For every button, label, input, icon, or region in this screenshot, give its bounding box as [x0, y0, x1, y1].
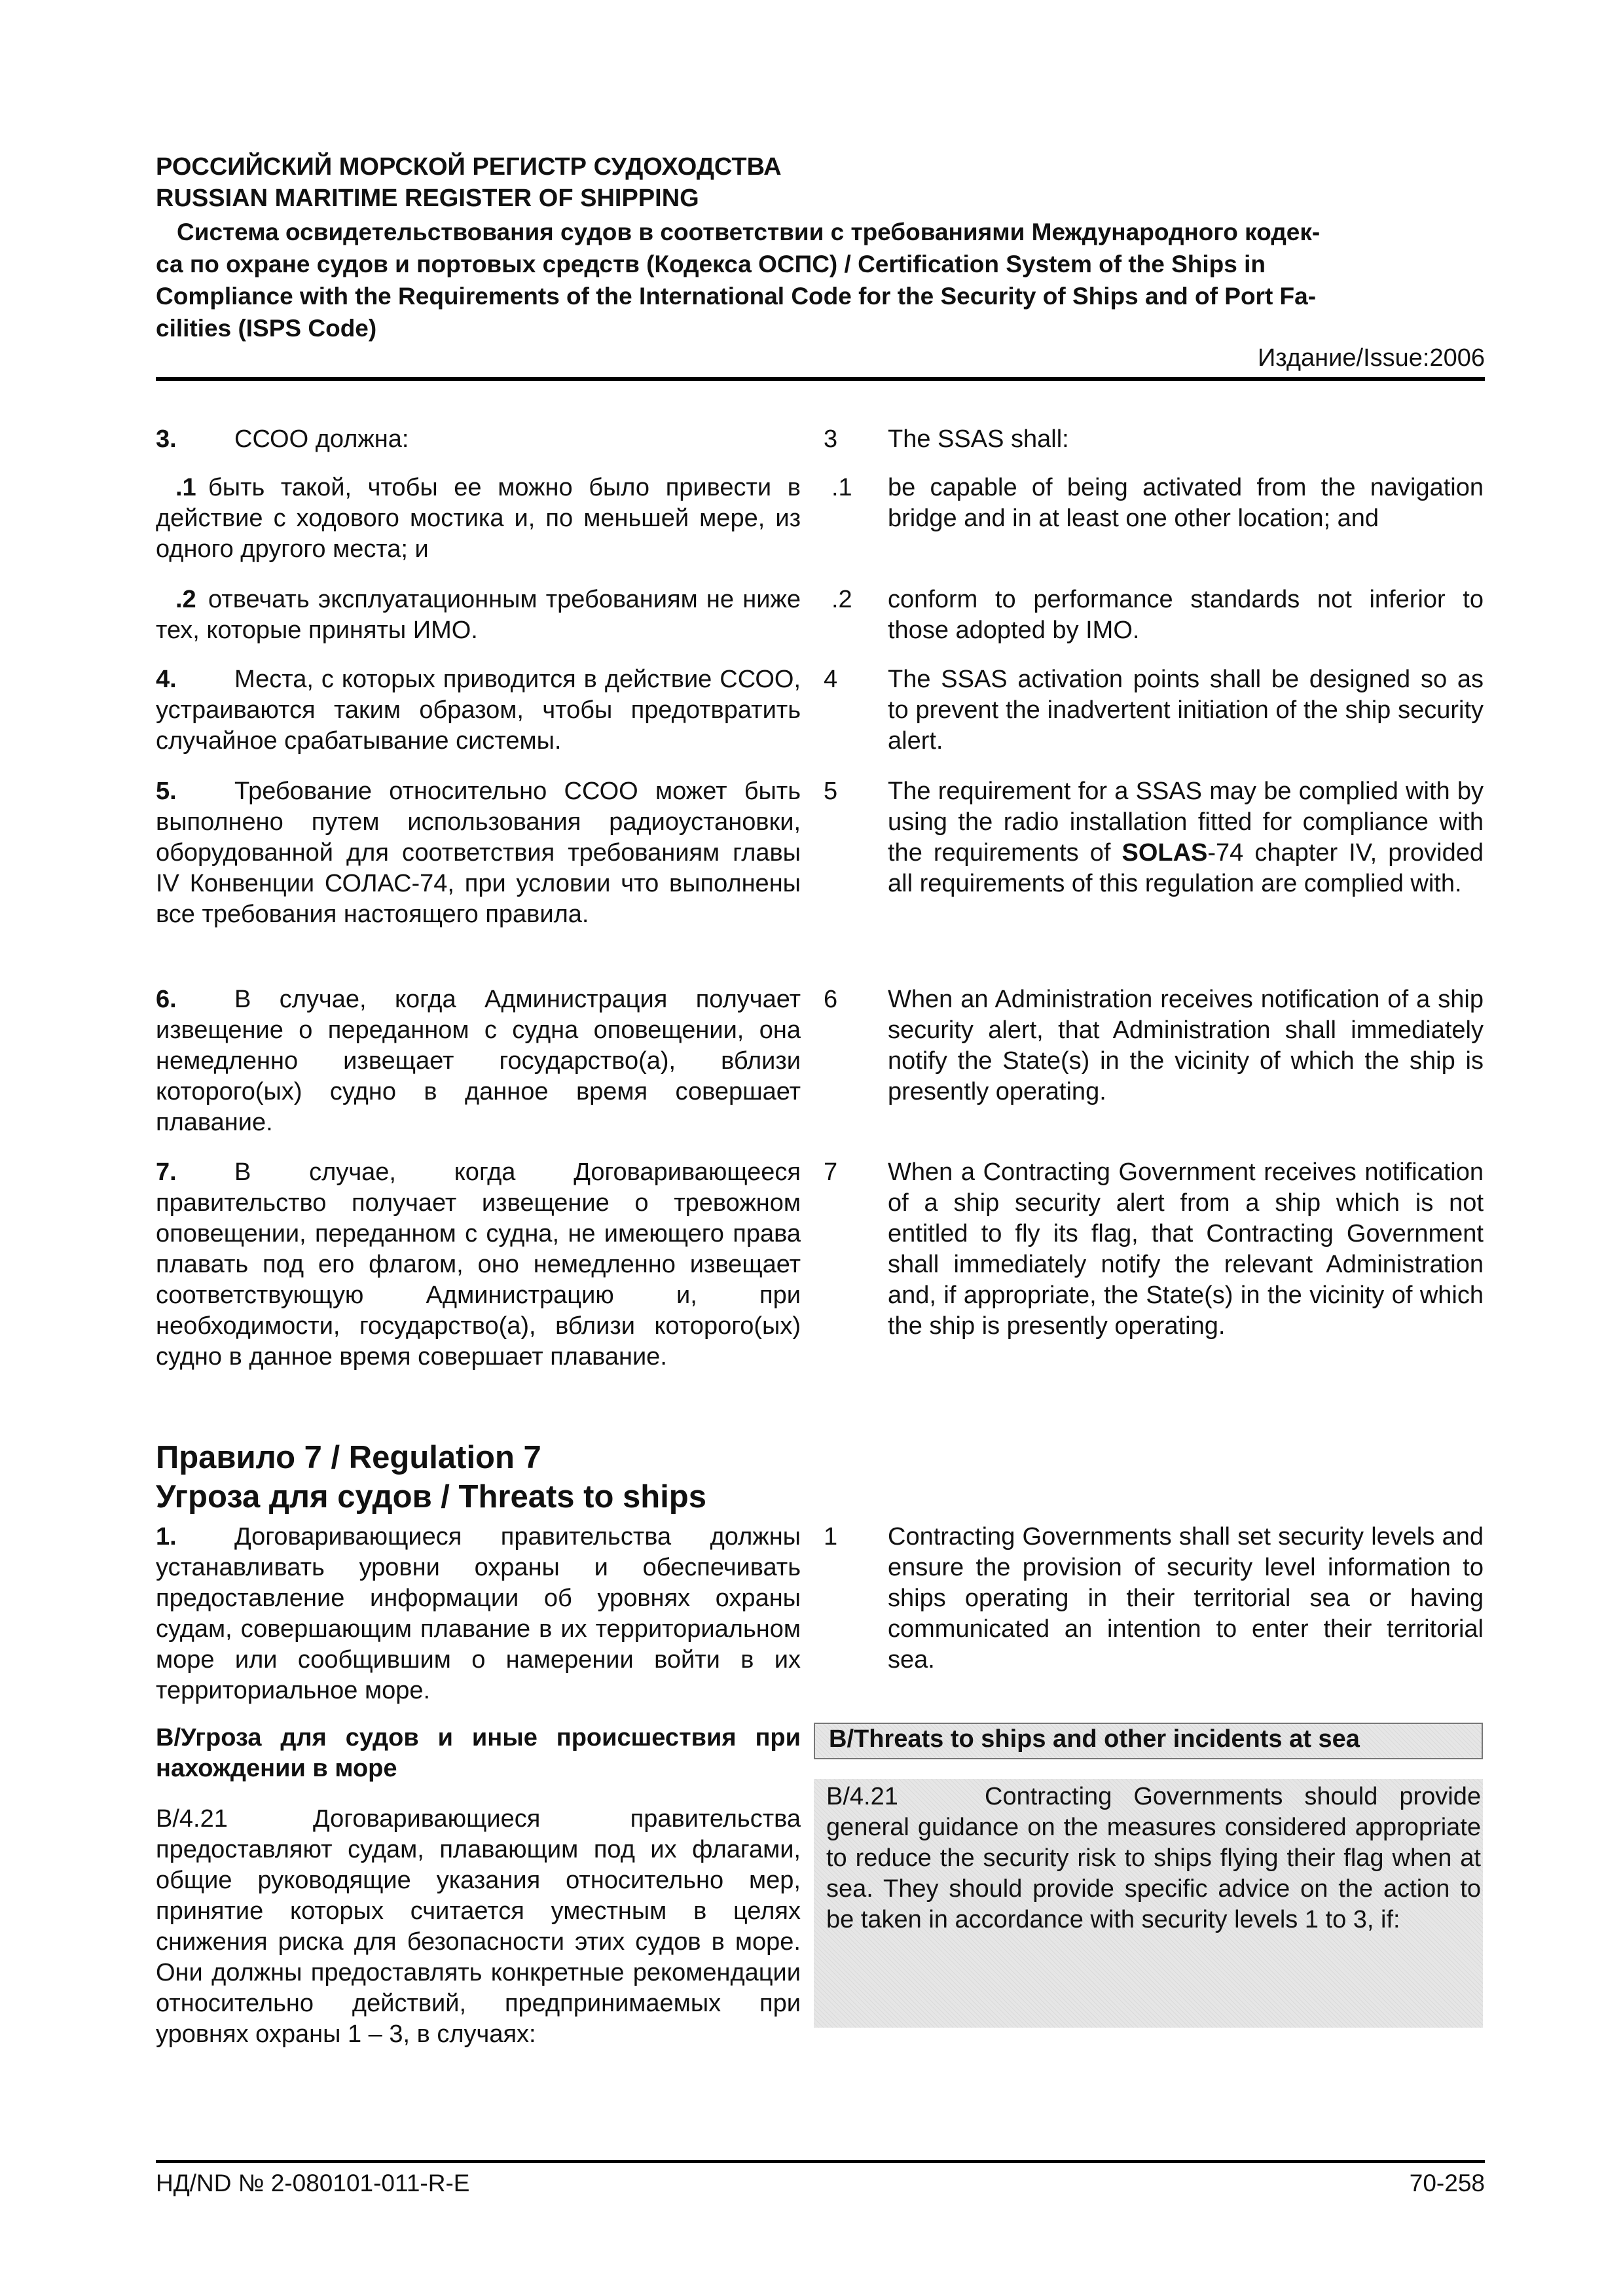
- item-4-en: The SSAS activation points shall be designed so as to prevent the inadvertent initiation of the ship security alert.: [888, 666, 1484, 755]
- header-system-title: [156, 216, 1485, 344]
- item-3-1-en: be capable of being activated from the navigation bridge and in at least one other location; and: [888, 474, 1484, 532]
- item-3-1-num: .1: [831, 474, 852, 501]
- item-3-num: 3: [824, 425, 838, 453]
- footer-rule: [156, 2160, 1485, 2163]
- item-3-1-ru: .1 быть такой, чтобы ее можно было привести в действие с ходового мостика и, по меньшей мере, из одного другого места; и: [156, 474, 801, 563]
- item-6-en: When an Administration receives notification of a ship security alert, that Administration shall immediately notify the State(s) in the vicinity of which the ship is presently operating.: [888, 986, 1484, 1105]
- item-5-num: 5: [824, 778, 838, 805]
- item-4-num: 4: [824, 666, 838, 693]
- item-4-ru: 4. Места, с которых приводится в действие ССОО, устраиваются таким образом, чтобы предотвратить случайное срабатывание системы.: [156, 666, 801, 755]
- item-3-2-num: .2: [831, 586, 852, 613]
- item-3-ru: 3. ССОО должна:: [156, 425, 409, 453]
- item-7-ru: 7. В случае, когда Договаривающееся правительство получает извещение о тревожном оповещении, переданном с судна, не имеющего права плавать под его флагом, оно немедленно извещает соответствующую Администрацию и, при необходимости, государство(а), вблизи которого(ых) судно в данное время совершает плавание.: [156, 1158, 801, 1371]
- reg-item-1-num: 1: [824, 1523, 838, 1551]
- item-6-num: 6: [824, 986, 838, 1013]
- item-7-num: 7: [824, 1158, 838, 1186]
- item-3-2-ru: .2 отвечать эксплуатационным требованиям не ниже тех, которые приняты ИМО.: [156, 586, 801, 644]
- item-7-en: When a Contracting Government receives notification of a ship security alert from a ship which is not entitled to fly its flag, that Contracting Government shall immediately notify the relevant Administration and, if appropriate, the State(s) in the vicinity of which the ship is presently operating.: [888, 1158, 1484, 1340]
- item-3-en: The SSAS shall:: [888, 425, 1069, 453]
- document-number: НД/ND № 2-080101-011-R-E: [156, 2170, 470, 2197]
- regulation-subtitle: Угроза для судов / Threats to ships: [156, 1479, 706, 1515]
- item-5-ru: 5. Требование относительно ССОО может быть выполнено путем использования радиоустановки, оборудованной для соответствия требованиям главы IV Конвенции СОЛАС-74, при условии что выполнены все требования настоящего правила.: [156, 778, 801, 928]
- item-6-ru: 6. В случае, когда Администрация получает извещение о переданном с судна оповещении, она немедленно извещает государство(а), вблизи которого(ых) судно в данное время совершает плавание.: [156, 986, 801, 1136]
- header-system-line3: Compliance with the Requirements of the International Code for the Security of Ships and of Port Fa-: [156, 283, 1317, 310]
- regulation-title: Правило 7 / Regulation 7: [156, 1440, 541, 1475]
- item-3-2-en: conform to performance standards not inferior to those adopted by IMO.: [888, 586, 1484, 644]
- header-system-line4: cilities (ISPS Code): [156, 315, 377, 342]
- header-rule: [156, 377, 1485, 381]
- b421-ru: В/4.21 Договаривающиеся правительства предоставляют судам, плавающим под их флагами, общие руководящие указания относительно мер, принятие которых считается уместным в целях снижения риска для безопасности этих судов в море. Они должны предоставлять конкретные рекомендации относительно действий, предпринимаемых при уровнях охраны 1 – 3, в случаях:: [156, 1805, 801, 2048]
- reg-item-1-ru: 1. Договаривающиеся правительства должны устанавливать уровни охраны и обеспечивать предоставление информации об уровнях охраны судам, совершающим плавание в их территориальном море или сообщившим о намерении войти в их территориальное море.: [156, 1523, 801, 1704]
- header-system-line1: Система освидетельствования судов в соответствии с требованиями Международного кодек-: [177, 219, 1321, 245]
- issue-label: Издание/Issue:2006: [1257, 344, 1485, 372]
- reg-item-1-en: Contracting Governments shall set security levels and ensure the provision of security level information to ships operating in their territorial sea or having communicated an intention to enter their territorial sea.: [888, 1523, 1484, 1674]
- part-b-heading-ru: В/Угроза для судов и иные происшествия при нахождении в море: [156, 1724, 801, 1782]
- b421-en: B/4.21 Contracting Governments should provide general guidance on the measures considered appropriate to reduce the security risk to ships flying their flag when at sea. They should provide specific advice on the action to be taken in accordance with security levels 1 to 3, if:: [826, 1783, 1481, 1933]
- header-org-en: RUSSIAN MARITIME REGISTER OF SHIPPING: [156, 185, 699, 212]
- item-5-en: The requirement for a SSAS may be complied with by using the radio installation fitted for compliance with the requirements of SOLAS-74 chapter IV, provided all requirements of this regulation are complied with.: [888, 778, 1484, 897]
- header-org-ru: РОССИЙСКИЙ МОРСКОЙ РЕГИСТР СУДОХОДСТВА: [156, 153, 782, 181]
- header-system-line2: са по охране судов и портовых средств (Кодекса ОСПС) / Certification System of the Ships in: [156, 251, 1266, 278]
- part-b-heading-en: B/Threats to ships and other incidents at sea: [829, 1725, 1360, 1753]
- page-number: 70-258: [1409, 2170, 1485, 2197]
